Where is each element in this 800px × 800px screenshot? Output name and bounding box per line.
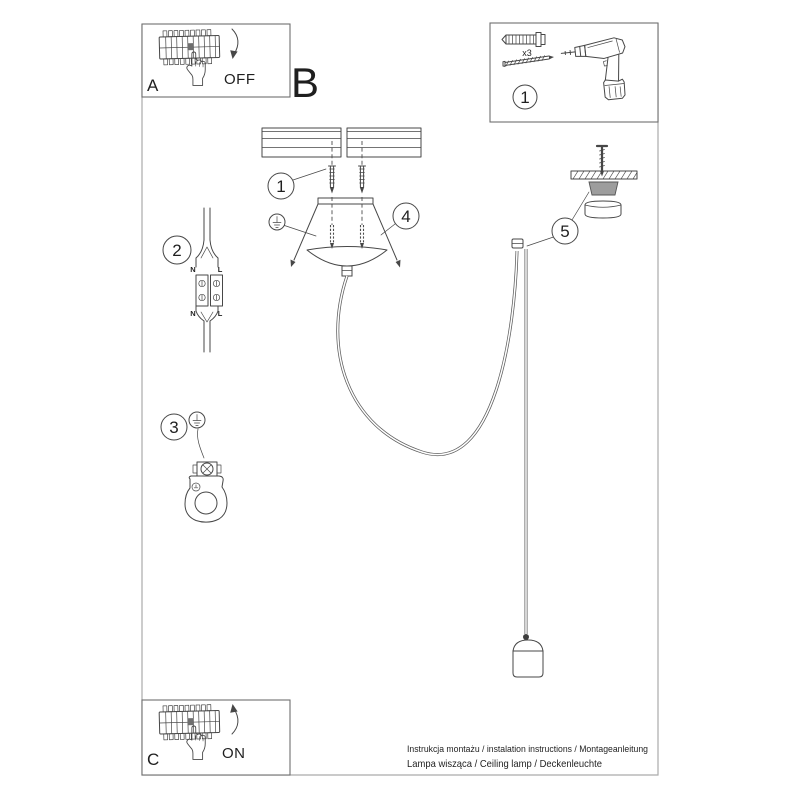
step-2-badge bbox=[163, 236, 191, 264]
off-label: OFF bbox=[224, 71, 256, 88]
wire-label-l-top: L bbox=[217, 265, 223, 274]
footer-line-2: Lampa wisząca / Ceiling lamp / Deckenleuchte bbox=[407, 758, 603, 770]
anchor-quantity-label: x3 bbox=[522, 48, 532, 58]
svg-text:1: 1 bbox=[520, 88, 530, 107]
wire-label-l-bottom: L bbox=[217, 309, 223, 318]
footer bbox=[407, 744, 648, 770]
step-4-badge bbox=[381, 203, 419, 235]
step-5-badge bbox=[527, 192, 589, 246]
svg-text:4: 4 bbox=[401, 207, 411, 226]
ceiling-cap bbox=[571, 146, 637, 218]
panel-c-label: C bbox=[147, 750, 160, 769]
section-b-label: B bbox=[291, 59, 320, 106]
ceiling-boards bbox=[262, 128, 421, 157]
panel-c-box bbox=[142, 700, 290, 775]
wire-label-n-bottom: N bbox=[190, 309, 196, 318]
power-cable bbox=[338, 249, 526, 634]
svg-text:5: 5 bbox=[560, 222, 570, 241]
ground-terminal-part bbox=[185, 412, 227, 522]
footer-line-1: Instrukcja montażu / instalation instructions / Montageanleitung bbox=[407, 744, 648, 754]
svg-text:2: 2 bbox=[172, 241, 182, 260]
panel-a-box bbox=[142, 24, 290, 97]
step-1-badge bbox=[268, 169, 326, 199]
tools-box bbox=[490, 23, 658, 122]
drawing-frame bbox=[142, 23, 658, 775]
step-3-badge bbox=[161, 414, 187, 440]
panel-a-label: A bbox=[147, 76, 159, 95]
canopy bbox=[291, 198, 401, 276]
ground-symbol-icon bbox=[189, 412, 205, 428]
svg-text:1: 1 bbox=[276, 177, 286, 196]
lamp-socket bbox=[513, 634, 543, 677]
wire-label-n-top: N bbox=[190, 265, 196, 274]
on-label: ON bbox=[222, 745, 246, 762]
cable-hook-icon bbox=[512, 239, 523, 248]
svg-text:3: 3 bbox=[169, 418, 179, 437]
terminal-block bbox=[190, 208, 222, 352]
